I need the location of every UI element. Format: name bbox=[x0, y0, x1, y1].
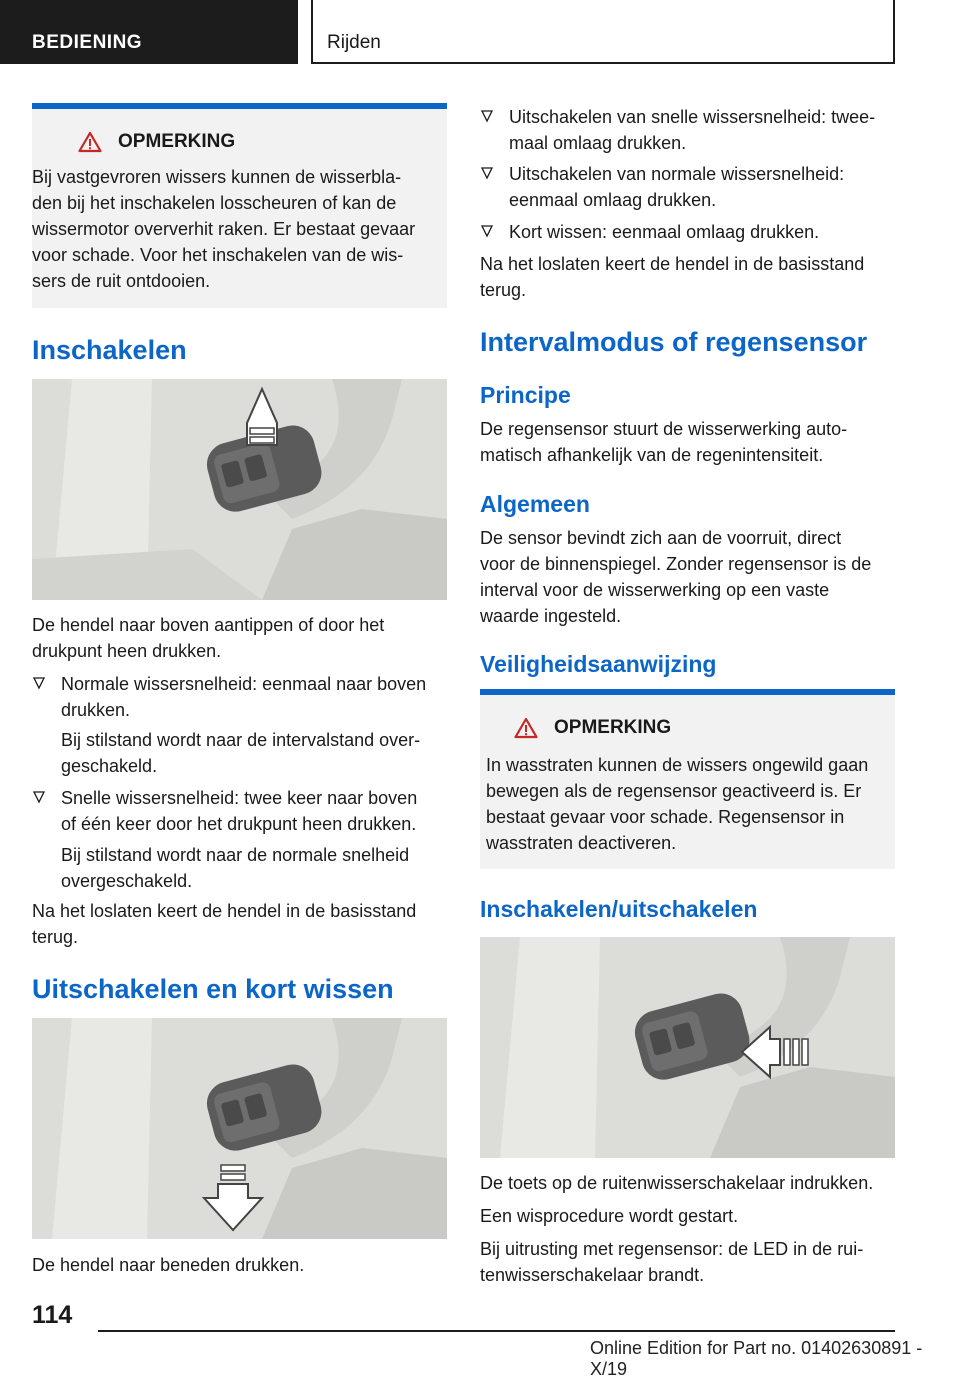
section-tab: BEDIENING bbox=[0, 0, 298, 64]
text-line: Bij uitrusting met regensensor: de LED in de rui- bbox=[480, 1239, 864, 1259]
warning-title: OPMERKING bbox=[118, 131, 236, 152]
warning-line: Bij vastgevroren wissers kunnen de wisserbla- bbox=[32, 167, 402, 187]
text-line: geschakeld. bbox=[61, 756, 158, 776]
warning-line: voor schade. Voor het inschakelen van de wis- bbox=[32, 245, 404, 265]
text-line: terug. bbox=[480, 280, 527, 300]
list-item bbox=[480, 161, 895, 217]
text-line: Bij stilstand wordt naar de normale snelheid bbox=[61, 845, 410, 865]
text-line: voor de binnenspiegel. Zonder regensensor is de bbox=[480, 554, 872, 574]
text-line: Uitschakelen van snelle wissersnelheid: twee- bbox=[509, 107, 876, 127]
text-line: tenwisserschakelaar brandt. bbox=[480, 1265, 705, 1285]
warning-line: bestaat gevaar voor schade. Regensensor in bbox=[486, 807, 845, 827]
text-line: drukpunt heen drukken. bbox=[32, 641, 222, 661]
text-line: interval voor de wisserwerking op een vaste bbox=[480, 580, 830, 600]
text-line: Na het loslaten keert de hendel in de basisstand bbox=[32, 901, 417, 921]
warning-box-frozen-wipers bbox=[32, 103, 447, 308]
text-lever-up bbox=[32, 612, 384, 664]
triangle-bullet-icon bbox=[480, 109, 494, 123]
warning-line: den bij het inschakelen losscheuren of kan de bbox=[32, 193, 397, 213]
text-line: De hendel naar boven aantippen of door het bbox=[32, 615, 385, 635]
list-subtext bbox=[61, 842, 409, 894]
triangle-bullet-icon bbox=[32, 790, 46, 804]
illustration-button-press bbox=[480, 937, 895, 1158]
wiper-lever-down-illustration bbox=[32, 1018, 447, 1239]
heading-inschakelen-uitschakelen: Inschakelen/uitschakelen bbox=[480, 896, 758, 922]
text-press-button: De toets op de ruitenwisserschakelaar indrukken. bbox=[480, 1173, 874, 1193]
heading-algemeen: Algemeen bbox=[480, 491, 590, 517]
triangle-bullet-icon bbox=[480, 166, 494, 180]
text-lever-down: De hendel naar beneden drukken. bbox=[32, 1255, 305, 1275]
list-item bbox=[32, 671, 447, 731]
illustration-lever-down bbox=[32, 1018, 447, 1239]
text-line: matisch afhankelijk van de regenintensiteit. bbox=[480, 445, 824, 465]
text-algemeen bbox=[480, 525, 871, 629]
text-release-lever bbox=[32, 898, 416, 950]
text-wipe-started: Een wisprocedure wordt gestart. bbox=[480, 1206, 739, 1226]
wiper-button-illustration bbox=[480, 937, 895, 1158]
text-line: Bij stilstand wordt naar de intervalstand over- bbox=[61, 730, 421, 750]
heading-intervalmodus: Intervalmodus of regensensor bbox=[480, 327, 868, 357]
illustration-lever-up bbox=[32, 379, 447, 600]
heading-principe: Principe bbox=[480, 382, 571, 408]
text-led bbox=[480, 1236, 863, 1288]
footer-divider bbox=[98, 1330, 895, 1332]
warning-box-car-wash bbox=[480, 689, 895, 869]
text-line: of één keer door het drukpunt heen drukken. bbox=[61, 814, 417, 834]
list-item bbox=[480, 219, 895, 247]
edition-note: Online Edition for Part no. 01402630891 - X/19 bbox=[590, 1338, 923, 1379]
text-line: Snelle wissersnelheid: twee keer naar boven bbox=[61, 788, 418, 808]
warning-line: wissermotor oververhit raken. Er bestaat gevaar bbox=[32, 219, 416, 239]
text-line: drukken. bbox=[61, 700, 131, 720]
text-line: De sensor bevindt zich aan de voorruit, direct bbox=[480, 528, 842, 548]
warning-text bbox=[32, 164, 415, 294]
warning-line: sers de ruit ontdooien. bbox=[32, 271, 211, 291]
warning-line: In wasstraten kunnen de wissers ongewild gaan bbox=[486, 755, 869, 775]
text-line: Kort wissen: eenmaal omlaag drukken. bbox=[509, 222, 820, 242]
triangle-bullet-icon bbox=[32, 676, 46, 690]
text-line: waarde ingesteld. bbox=[480, 606, 622, 626]
heading-inschakelen: Inschakelen bbox=[32, 335, 187, 365]
text-line: maal omlaag drukken. bbox=[509, 133, 687, 153]
warning-line: bewegen als de regensensor geactiveerd is. Er bbox=[486, 781, 862, 801]
heading-uitschakelen: Uitschakelen en kort wissen bbox=[32, 974, 394, 1004]
warning-triangle-icon bbox=[514, 717, 538, 739]
warning-title: OPMERKING bbox=[554, 717, 672, 738]
heading-veiligheid: Veiligheidsaanwijzing bbox=[480, 651, 717, 677]
warning-line: wasstraten deactiveren. bbox=[486, 833, 677, 853]
list-item bbox=[480, 104, 895, 160]
text-line: overgeschakeld. bbox=[61, 871, 193, 891]
text-principe bbox=[480, 416, 847, 468]
text-line: terug. bbox=[32, 927, 79, 947]
list-subtext bbox=[61, 727, 420, 779]
chapter-title: Rijden bbox=[311, 0, 895, 64]
warning-text bbox=[486, 752, 868, 856]
text-line: Uitschakelen van normale wissersnelheid: bbox=[509, 164, 845, 184]
list-item bbox=[32, 785, 447, 845]
page-number: 114 bbox=[32, 1301, 73, 1329]
text-line: eenmaal omlaag drukken. bbox=[509, 190, 717, 210]
text-line: Normale wissersnelheid: eenmaal naar boven bbox=[61, 674, 427, 694]
wiper-lever-up-illustration bbox=[32, 379, 447, 600]
warning-triangle-icon bbox=[78, 131, 102, 153]
text-line: De regensensor stuurt de wisserwerking auto- bbox=[480, 419, 848, 439]
text-release-lever bbox=[480, 251, 864, 303]
text-line: Na het loslaten keert de hendel in de basisstand bbox=[480, 254, 865, 274]
triangle-bullet-icon bbox=[480, 224, 494, 238]
